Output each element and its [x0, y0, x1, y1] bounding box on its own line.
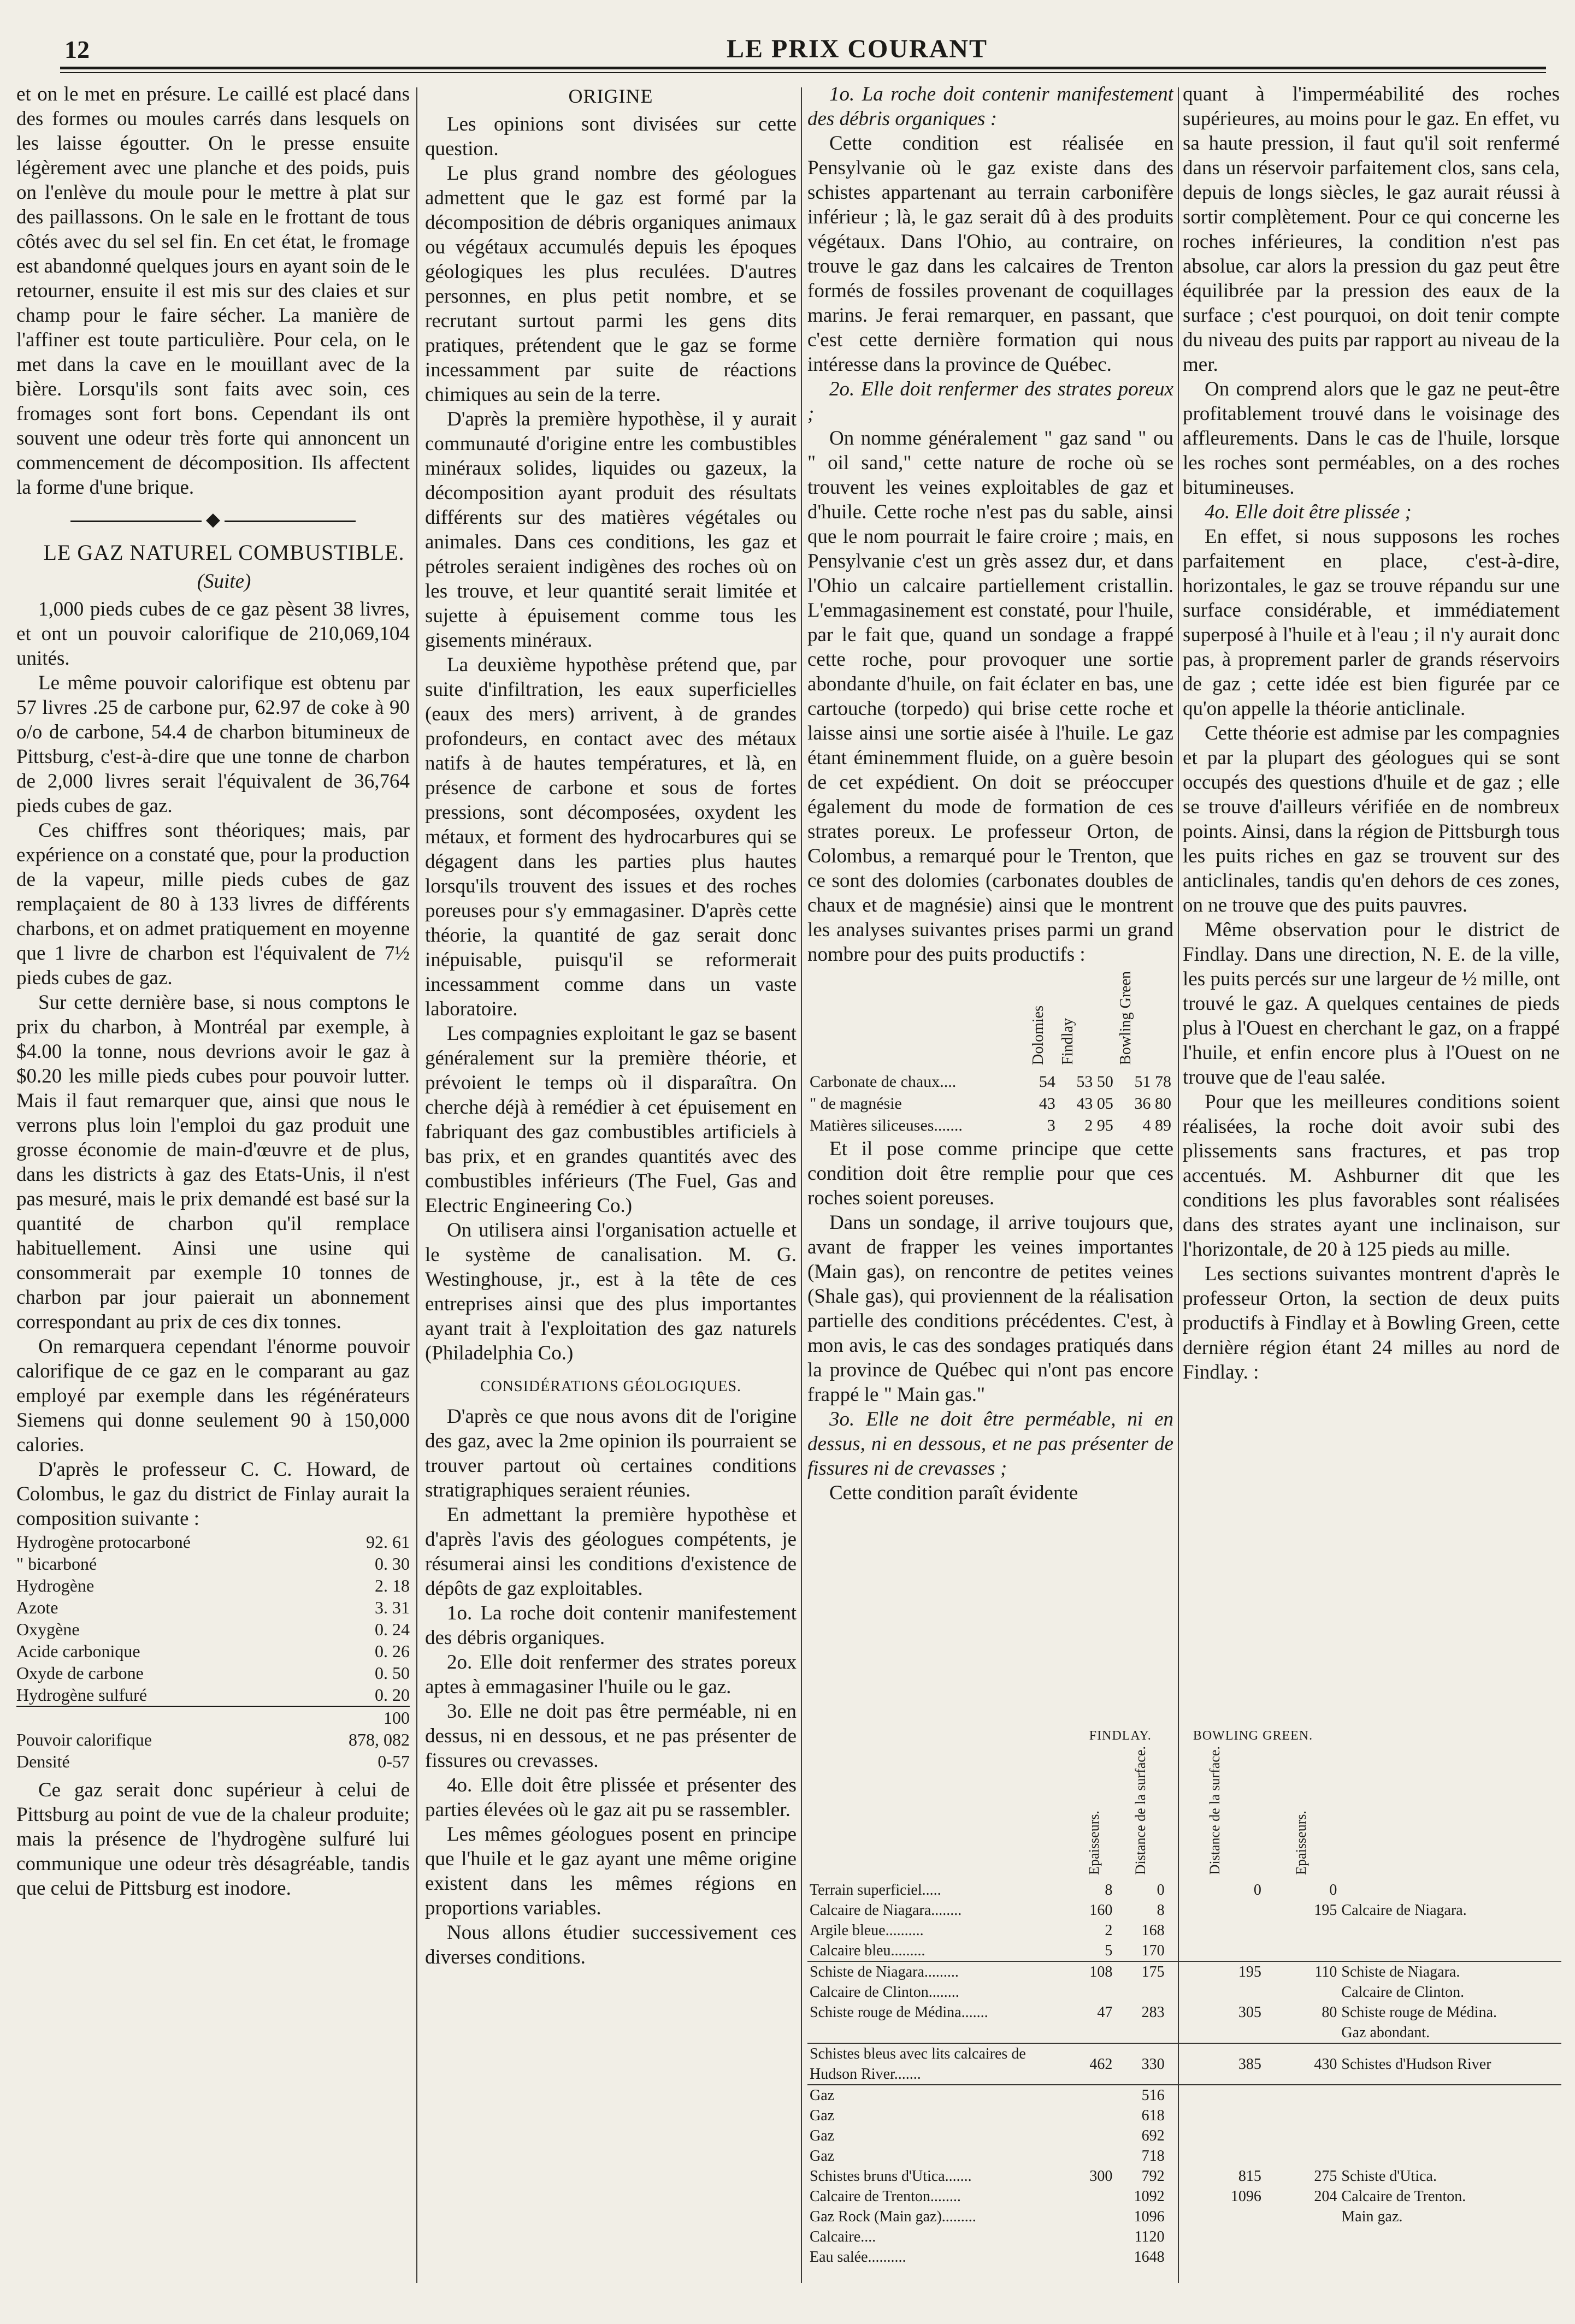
component-value: 0. 24 [375, 1619, 410, 1639]
cell: 160 [1089, 1902, 1113, 1919]
row-label: Carbonate de chaux.... [810, 1072, 957, 1091]
table-total-row [16, 1706, 410, 1729]
stratum-name: Calcaire de Trenton........ [810, 2188, 961, 2205]
paragraph: Le plus grand nombre des géologues admettent que le gaz est formé par la décomposition de débris organiques animaux ou végétaux accumulés depuis les époques géologiques les plus reculées. D'autres personnes, en plus petit nombre, et se recrutant surtout parmi les gens dits pratiques, prétendent que le gaz se forme incessamment par suite de réactions chimiques au sein de la terre. [425, 162, 797, 406]
cell [1264, 1941, 1340, 1961]
cell: 54 [1039, 1072, 1055, 1091]
paragraph: 1o. La roche doit contenir manifestement des débris organiques. [425, 1602, 797, 1649]
paragraph: Les mêmes géologues posent en principe que l'huile et le gaz ayant une même origine existent dans les mêmes régions en proportions variables. [425, 1823, 797, 1919]
condition-heading: 1o. La roche doit contenir manifestement des débris organiques : [807, 83, 1173, 130]
cell: 2 95 [1084, 1116, 1113, 1134]
paragraph: Sur cette dernière base, si nous comptons le prix du charbon, à Montréal par exemple, à $4.00 la tonne, nous devrions avoir le gaz à $0.20 les mille pieds cubes pour pouvoir lutter. Mais il faut remarquer que, ainsi que nous le verrons plus loin l'emploi du gaz produit une grosse économie de main-d'œuvre et de plus, dans les districts à gaz des Etats-Unis, il n'est pas mesuré, mais le prix demandé est basé sur la quantité de charbon qu'il remplace habituellement. Ainsi une usine qui consommerait par exemple 10 tonnes de charbon par jour paierait un abonnement correspondant au prix de ces dix tonnes. [16, 991, 410, 1333]
cell: 1096 [1134, 2208, 1165, 2226]
cell [1264, 1982, 1340, 2002]
cell [1264, 2126, 1340, 2146]
ornament-rule [70, 521, 202, 522]
column-divider [801, 87, 802, 2283]
cell: 1648 [1134, 2249, 1165, 2266]
cell: 8 [1157, 1902, 1165, 1919]
table-row [807, 2186, 1561, 2207]
component-value: 0. 26 [375, 1641, 410, 1661]
cell: 305 [1238, 2004, 1261, 2021]
table-row [807, 2166, 1561, 2186]
cell: 204 [1314, 2188, 1337, 2205]
table-row [807, 2126, 1561, 2146]
cell: 195 [1167, 1961, 1264, 1982]
column-header: Bowling Green [1117, 971, 1134, 1065]
paragraph: D'après le professeur C. C. Howard, de Colombus, le gaz du district de Finlay aurait la composition suivante : [16, 1458, 410, 1530]
condition-heading: 3o. Elle ne doit être perméable, ni en dessus, ni en dessous, et ne pas présenter de fissures ni de crevasses ; [807, 1408, 1173, 1480]
paragraph: Le même pouvoir calorifique est obtenu par 57 livres .25 de carbone pur, 62.97 de coke à 90 o/o de carbone, 54.4 de charbon bitumineux de Pittsburg, c'est-à-dire que une tonne de charbon de 2,000 livres serait l'équivalent de 36,764 pieds cubes de gaz. [16, 672, 410, 817]
cell [1167, 2146, 1264, 2166]
page-header [0, 0, 1575, 82]
cell [1264, 1920, 1340, 1941]
component-name: Oxyde de carbone [16, 1663, 144, 1683]
stratum-note: Schiste de Niagara. [1339, 1961, 1561, 1982]
stratum-note [1339, 2247, 1561, 2267]
table-row [807, 2247, 1561, 2267]
component-value: 0. 50 [375, 1663, 410, 1683]
cell [1074, 2126, 1114, 2146]
cell [1167, 2126, 1264, 2146]
cell: 1092 [1134, 2188, 1165, 2205]
cell: 283 [1141, 2004, 1165, 2021]
header-rule-thin [60, 72, 1546, 73]
stratum-name: Calcaire bleu......... [810, 1942, 925, 1960]
paragraph: Même observation pour le district de Findlay. Dans une direction, N. E. de la ville, les puits percés sur une largeur de ½ mille, ont trouvé le gaz. A quelques centaines de pieds plus à l'Ouest en cherchant le gaz, on a frappé l'huile, et enfin encore plus à l'Ouest on ne trouve que de l'eau salée. [1183, 919, 1560, 1089]
paragraph: Nous allons étudier successivement ces diverses conditions. [425, 1921, 797, 1968]
cell: 0 [1329, 1882, 1337, 1899]
component-value: 0. 20 [375, 1685, 410, 1705]
cell [1167, 2085, 1264, 2106]
stratum-note [1339, 1941, 1561, 1961]
stratum-note [1339, 1880, 1561, 1900]
dolomie-analysis-table [807, 971, 1173, 1137]
stratum-name: Calcaire.... [810, 2228, 876, 2246]
well-sections-table [807, 1726, 1561, 2267]
densite-value: 0-57 [377, 1752, 410, 1771]
table-header-row [807, 1746, 1561, 1880]
section-heading: CONSIDÉRATIONS GÉOLOGIQUES. [480, 1378, 742, 1395]
cell: 792 [1141, 2168, 1165, 2185]
component-name: Hydrogène [16, 1576, 95, 1595]
cell [1114, 1982, 1166, 2002]
table-row [16, 1531, 410, 1553]
stratum-note: Gaz abondant. [1341, 2024, 1430, 2042]
component-name: Acide carbonique [16, 1641, 140, 1661]
paragraph: 4o. Elle doit être plissée et présenter des parties élevées où le gaz ait pu se rassembler. [425, 1774, 797, 1821]
table-row [807, 2227, 1561, 2247]
paragraph: Cette théorie est admise par les compagnies et par la plupart des géologues qui se sont occupés des questions d'huile et de gaz ; elle se trouve d'ailleurs vérifiée en de nombreux points. Ainsi, dans la région de Pittsburgh tous les puits riches en gaz se trouvent sur des anticlinales, tandis qu'en dehors de ces zones, on ne trouve que des puits pauvres. [1183, 722, 1560, 916]
column-header: Epaisseurs. [1086, 1810, 1102, 1875]
cell [1264, 2146, 1340, 2166]
table-row [807, 1961, 1561, 1982]
cell [1167, 2227, 1264, 2247]
article-title: LE GAZ NATUREL COMBUSTIBLE. [43, 540, 405, 565]
cell: 430 [1264, 2043, 1340, 2085]
table-row [16, 1640, 410, 1662]
table-row [807, 1880, 1561, 1900]
row-label: Matières siliceuses....... [810, 1116, 963, 1134]
table-row [16, 1553, 410, 1575]
stratum-name: Argile bleue.......... [810, 1922, 924, 1939]
paragraph: On utilisera ainsi l'organisation actuelle et le système de canalisation. M. G. Westinghouse, jr., est à la tête de ces entreprises ainsi que des plus importantes ayant trait à l'exploitation des gaz naturels (Philadelphia Co.) [425, 1219, 797, 1364]
cell: 51 78 [1134, 1072, 1171, 1091]
table-row [16, 1729, 410, 1751]
paragraph: On comprend alors que le gaz ne peut-être profitablement trouvé dans le voisinage des affleurements. Dans le cas de l'huile, lorsque les roches sont perméables, on a des roches bitumineuses. [1183, 378, 1560, 499]
section-ornament [16, 507, 410, 532]
paragraph: On remarquera cependant l'énorme pouvoir calorifique de ce gaz en le comparant au gaz employé par exemple dans les régénérateurs Siemens qui donne seulement 90 à 150,000 calories. [16, 1335, 410, 1456]
row-label: " de magnésie [810, 1094, 902, 1113]
paragraph: Cette condition est réalisée en Pensylvanie où le gaz existe dans des schistes appartenant au terrain carbonifère inférieur ; là, le gaz serait dû à des produits végétaux. Dans l'Ohio, au contraire, on trouve le gaz dans les calcaires de Trenton formés de fossiles provenant de coquillages marins. Je ferai remarquer, en passant, que c'est cette dernière formation qui nous intéresse dans la province de Québec. [807, 132, 1173, 376]
composition-total: 100 [308, 1706, 410, 1729]
ornament-rule [225, 521, 356, 522]
stratum-name: Schiste rouge de Médina....... [810, 2004, 988, 2021]
table-row [807, 1071, 1173, 1093]
cell [1264, 2085, 1340, 2106]
table-row [16, 1684, 410, 1706]
section-heading: ORIGINE [568, 85, 653, 107]
column-header: Epaisseurs. [1293, 1810, 1309, 1875]
paragraph: En effet, si nous supposons les roches parfaitement en place, c'est-à-dire, horizontales, le gaz se trouve répandu sur une surface considérable, et immédiatement superposé à l'huile et à l'eau ; il n'y aurait donc pas, à proprement parler de grands réservoirs de gaz ; cette idée est bien figurée par ce qu'on appelle la théorie anticlinale. [1183, 525, 1560, 720]
cell: 516 [1114, 2085, 1166, 2106]
cell [1114, 2023, 1166, 2043]
table-row [807, 2023, 1561, 2043]
cell: 175 [1114, 1961, 1166, 1982]
column-header: Findlay [1059, 1018, 1076, 1065]
cell: 300 [1089, 2168, 1113, 2185]
paragraph: Ces chiffres sont théoriques; mais, par expérience on a constaté que, pour la production de la vapeur, mille pieds cubes de gaz remplaçaient de 80 à 133 livres de différents charbons, et on admet pratiquement en moyenne que 1 livre de charbon est l'équivalent de 7½ pieds cubes de gaz. [16, 819, 410, 989]
cell [1264, 2227, 1340, 2247]
table-group-header [807, 1726, 1561, 1746]
condition-heading: 4o. Elle doit être plissée ; [1205, 501, 1412, 523]
table-row [16, 1596, 410, 1618]
group-header-bowling-green: BOWLING GREEN. [1193, 1729, 1313, 1743]
stratum-note: Schistes d'Hudson River [1339, 2043, 1561, 2085]
cell: 47 [1097, 2004, 1113, 2021]
table-header-row [807, 971, 1173, 1071]
column-3 [807, 82, 1173, 1720]
cell [1167, 2106, 1264, 2126]
table-row [807, 1920, 1561, 1941]
table-row [807, 2043, 1561, 2085]
pouvoir-value: 878, 082 [349, 1730, 410, 1749]
cell: 618 [1141, 2107, 1165, 2125]
cell: 170 [1141, 1942, 1165, 1960]
table-row [807, 1115, 1173, 1137]
paragraph: 3o. Elle ne doit pas être perméable, ni en dessus, ni en dessous, et ne pas présenter de fissures ou crevasses. [425, 1700, 797, 1772]
densite-label: Densité [16, 1752, 70, 1771]
cell [1074, 2186, 1114, 2207]
cell: 692 [1141, 2127, 1165, 2145]
stratum-note [1339, 2106, 1561, 2126]
stratum-note [1339, 2146, 1561, 2166]
condition-heading: 2o. Elle doit renfermer des strates poreux ; [807, 378, 1173, 425]
component-value: 3. 31 [375, 1598, 410, 1617]
stratum-note: Main gaz. [1341, 2208, 1403, 2226]
component-name: Azote [16, 1598, 58, 1617]
cell: 43 05 [1076, 1094, 1113, 1113]
stratum-note [1339, 2227, 1561, 2247]
page-number: 12 [64, 36, 90, 63]
paragraph: 2o. Elle doit renfermer des strates poreux aptes à emmagasiner l'huile ou le gaz. [425, 1651, 797, 1698]
cell [1074, 2146, 1114, 2166]
cell: 80 [1322, 2004, 1337, 2021]
table-row [807, 1900, 1561, 1920]
stratum-name [807, 2023, 1074, 2043]
cell [1264, 2207, 1340, 2227]
cell [1264, 2023, 1340, 2043]
cell: 168 [1141, 1922, 1165, 1939]
paragraph: quant à l'imperméabilité des roches supérieures, au moins pour le gaz. En effet, vu sa haute pression, il faut qu'il soit renfermé dans un réservoir parfaitement clos, sans cela, depuis de longs siècles, le gaz aurait réussi à sortir complètement. Pour ce qui concerne les roches inférieures, la condition n'est pas absolue, car alors la pression du gaz peut être équilibrée par la pression des eaux de la surface ; c'est pourquoi, on doit tenir compte du niveau des puits par rapport au niveau de la mer. [1183, 83, 1560, 376]
article-subtitle: (Suite) [197, 570, 251, 593]
cell: 53 50 [1076, 1072, 1113, 1091]
stratum-name: Schiste de Niagara......... [807, 1961, 1074, 1982]
cell: 110 [1264, 1961, 1340, 1982]
cell: 0 [1253, 1882, 1261, 1899]
cell: 718 [1141, 2148, 1165, 2165]
pouvoir-label: Pouvoir calorifique [16, 1730, 152, 1749]
paragraph: Et il pose comme principe que cette condition doit être remplie pour que ces roches soient poreuses. [807, 1137, 1173, 1209]
diamond-icon: ◆ [205, 510, 221, 530]
stratum-note: Calcaire de Niagara. [1341, 1902, 1467, 1919]
column-header: Distance de la surface. [1207, 1746, 1223, 1875]
cell [1074, 2247, 1114, 2267]
cell [1264, 2106, 1340, 2126]
table-row [807, 1982, 1561, 2002]
stratum-note: Schiste d'Utica. [1341, 2168, 1437, 2185]
cell [1074, 2227, 1114, 2247]
table-row [807, 2106, 1561, 2126]
table-row [16, 1751, 410, 1772]
table-row [807, 1941, 1561, 1961]
cell: 0 [1157, 1882, 1165, 1899]
component-name: Oxygène [16, 1619, 80, 1639]
cell [1167, 2247, 1264, 2267]
table-row [807, 2146, 1561, 2166]
cell: 4 89 [1142, 1116, 1171, 1134]
cell [1074, 2085, 1114, 2106]
stratum-note: Calcaire de Clinton. [1341, 1984, 1465, 2001]
column-2 [425, 82, 797, 2302]
column-4 [1183, 82, 1560, 1720]
cell: 330 [1114, 2043, 1166, 2085]
gas-composition-table [16, 1531, 410, 1772]
stratum-name: Gaz [810, 2107, 835, 2125]
table-row [16, 1575, 410, 1596]
cell: 36 80 [1134, 1094, 1171, 1113]
stratum-name: Schistes bruns d'Utica....... [810, 2168, 972, 2185]
cell: 195 [1314, 1902, 1337, 1919]
paragraph: Les opinions sont divisées sur cette question. [425, 113, 797, 160]
cell: 462 [1074, 2043, 1114, 2085]
cell [1074, 2106, 1114, 2126]
paragraph: La deuxième hypothèse prétend que, par suite d'infiltration, les eaux superficielles (eaux des mers) arrivent, à de grandes profondeurs, en contact avec des métaux natifs à de hautes températures, et là, en présence de carbone et sous de fortes pressions, sont décomposées, oxydent les métaux, et forment des hydrocarbures qui se dégagent dans les parties plus hautes lorsqu'ils trouvent des issues et des roches poreuses pour s'y emmagasiner. D'après cette théorie, la quantité de gaz serait donc inépuisable, puisqu'il se reformerait incessamment comme dans un vaste laboratoire. [425, 654, 797, 1020]
stratum-note: Schiste rouge de Médina. [1341, 2004, 1497, 2021]
paragraph: Cette condition paraît évidente [829, 1481, 1078, 1504]
stratum-name: Calcaire de Niagara........ [810, 1902, 962, 1919]
cell [1167, 1941, 1264, 1961]
cell: 3 [1047, 1116, 1055, 1134]
cell [1074, 2023, 1114, 2043]
cell [1167, 1982, 1264, 2002]
paragraph: D'après ce que nous avons dit de l'origine des gaz, avec la 2me opinion ils pourraient se trouver partout où certaines conditions stratigraphiques seraient réunies. [425, 1405, 797, 1501]
column-divider [416, 87, 417, 2283]
table-row [16, 1618, 410, 1640]
cell [1074, 1982, 1114, 2002]
cell [1167, 2207, 1264, 2227]
cell: 1096 [1230, 2188, 1261, 2205]
cell [1167, 2023, 1264, 2043]
column-1 [16, 82, 410, 2302]
component-name: Hydrogène sulfuré [16, 1685, 148, 1705]
table-row [16, 1662, 410, 1684]
journal-title: LE PRIX COURANT [727, 34, 988, 63]
component-value: 2. 18 [375, 1576, 410, 1595]
cell: 385 [1167, 2043, 1264, 2085]
paragraph: 1,000 pieds cubes de ce gaz pèsent 38 livres, et ont un pouvoir calorifique de 210,069,104 unités. [16, 598, 410, 670]
cell: 275 [1314, 2168, 1337, 2185]
cell: 815 [1238, 2168, 1261, 2185]
cell: 1120 [1134, 2228, 1165, 2246]
group-header-findlay: FINDLAY. [1089, 1729, 1152, 1743]
paragraph: Dans un sondage, il arrive toujours que, avant de frapper les veines importantes (Main gas), on rencontre de petites veines (Shale gas), qui proviennent de la réalisation partielle des conditions précédentes. C'est, à mon avis, le cas des sondages pratiqués dans la province de Québec qui n'ont pas encore frappé le " Main gas." [807, 1211, 1173, 1406]
cell: 108 [1074, 1961, 1114, 1982]
stratum-note [1339, 1920, 1561, 1941]
stratum-note [1339, 2085, 1561, 2106]
stratum-name: Gaz [810, 2127, 835, 2145]
stratum-name: Gaz Rock (Main gaz)......... [810, 2208, 976, 2226]
column-header: Distance de la surface. [1132, 1746, 1148, 1875]
cell [1264, 2247, 1340, 2267]
stratum-name: Gaz [807, 2085, 1074, 2106]
component-value: 92. 61 [366, 1532, 410, 1552]
stratum-name: Eau salée.......... [810, 2249, 906, 2266]
paragraph: D'après la première hypothèse, il y aurait communauté d'origine entre les combustibles minéraux solides, liquides ou gazeux, la décomposition ayant produit des résultats différents sur des matières végétales ou animales. Dans ces conditions, les gaz et pétroles seraient indigènes des roches où on les trouve, et leur quantité serait limitée et sujette à épuisement comme tous les gisements minéraux. [425, 408, 797, 652]
stratum-name: Calcaire de Clinton........ [810, 1984, 959, 2001]
table-row [807, 2002, 1561, 2023]
paragraph: Les compagnies exploitant le gaz se basent généralement sur la première théorie, et prévoient le temps où il disparaîtra. On cherche déjà à remédier à cet épuisement en fabriquant des gaz combustibles artificiels à bas prix, et en grandes quantités avec des combustibles inférieurs (The Fuel, Gas and Electric Engineering Co.) [425, 1022, 797, 1217]
table-row [807, 2207, 1561, 2227]
table-row [807, 1093, 1173, 1115]
component-value: 0. 30 [375, 1554, 410, 1574]
paragraph: On nomme généralement " gaz sand " ou " oil sand," cette nature de roche où se trouvent les veines exploitables de gaz et d'huile. Cette roche n'est pas du sable, ainsi que le nom pourrait le faire croire ; mais, en Pensylvanie c'est un grès assez dur, et dans l'Ohio un calcaire partiellement cristallin. L'emmagasinement est constaté, pour l'huile, par le fait que, quand un sondage a frappé cette roche, pour provoquer une sortie abondante d'huile, on fait éclater en bas, une cartouche (torpedo) qui brise cette roche et laisse ainsi une sortie aisée à l'huile. Le gaz étant éminemment fluide, on a guère besoin de cet expédient. On doit se préoccuper également du mode de formation de ces strates poreux. Le professeur Orton, de Colombus, a remarqué pour le Trenton, que ce sont des dolomies (carbonates doubles de chaux et de magnésie) ainsi que le montrent les analyses suivantes prises parmi un grand nombre pour des puits productifs : [807, 427, 1173, 966]
paragraph: En admettant la première hypothèse et d'après l'avis des géologues compétents, je résumerai ainsi les conditions d'existence de dépôts de gaz exploitables. [425, 1504, 797, 1600]
cell: 2 [1105, 1922, 1113, 1939]
paragraph: Pour que les meilleures conditions soient réalisées, la roche doit avoir subi des plissements sans fractures, et pas trop accentués. M. Ashburner dit que les conditions les plus favorables sont réalisées dans des strates ayant une inclinaison, sur l'horizontale, de 20 à 125 pieds au mille. [1183, 1091, 1560, 1261]
component-name: " bicarboné [16, 1554, 97, 1574]
stratum-name: Gaz [810, 2148, 835, 2165]
paragraph: et on le met en présure. Le caillé est placé dans des formes ou moules carrés dans lesquels on les laisse égoutter. On le presse ensuite légèrement avec une planche et des poids, puis on l'enlève du moule pour le mettre à plat sur des paillassons. On le sale en le frottant de tous côtés avec du sel sel fin. En cet état, le fromage est abandonné quelques jours en ayant soin de le retourner, ensuite il est mis sur des claies et sur champ pour le faire sécher. La manière de l'affiner est toute particulière. Pour cela, on le met dans la cave en le mouillant avec de la bière. Lorsqu'ils sont faits avec soin, ces fromages sont fort bons. Cependant ils ont souvent une odeur très forte qui annoncent un commencement de décomposition. Ils affectent la forme d'une brique. [16, 83, 410, 499]
column-header: Dolomies [1030, 1005, 1047, 1065]
paragraph: Ce gaz serait donc supérieur à celui de Pittsburg au point de vue de la chaleur produite; mais la présence de l'hydrogène sulfuré lui communique une odeur très désagréable, tandis que celui de Pittsburg est inodore. [16, 1779, 410, 1900]
stratum-note [1339, 2126, 1561, 2146]
cell: 43 [1039, 1094, 1055, 1113]
stratum-note: Calcaire de Trenton. [1341, 2188, 1466, 2205]
header-rule [60, 67, 1546, 69]
stratum-name: Terrain superficiel..... [810, 1882, 941, 1899]
stratum-name: Schistes bleus avec lits calcaires de Hudson River....... [807, 2043, 1074, 2085]
cell [1074, 2207, 1114, 2227]
cell: 8 [1105, 1882, 1113, 1899]
component-name: Hydrogène protocarboné [16, 1532, 191, 1552]
cell [1167, 1900, 1264, 1920]
cell: 5 [1105, 1942, 1113, 1960]
paragraph: Les sections suivantes montrent d'après le professeur Orton, la section de deux puits productifs à Findlay et à Bowling Green, cette dernière région étant 24 milles au nord de Findlay. : [1183, 1263, 1560, 1383]
table-row [807, 2085, 1561, 2106]
cell [1167, 1920, 1264, 1941]
